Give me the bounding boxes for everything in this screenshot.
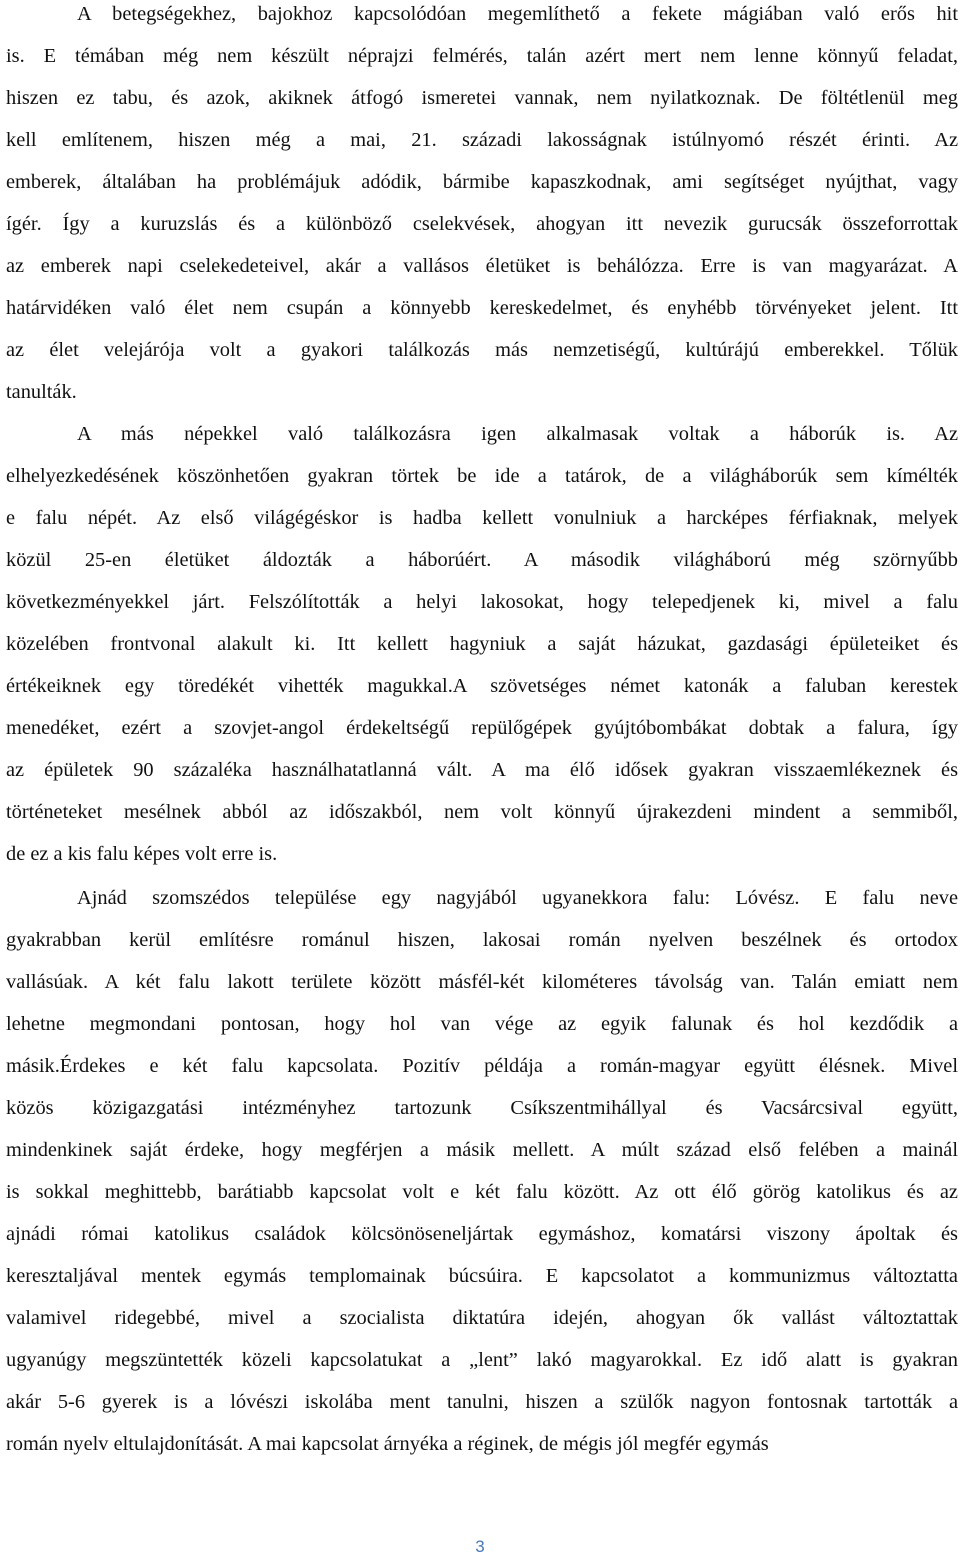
paragraph-1-line-6: ígér. Így a kuruzslás és a különböző cselekvések, ahogyan itt nevezik gurucsák összeforrottak <box>6 213 958 235</box>
paragraph-1-line-10: tanulták. <box>6 381 77 403</box>
paragraph-3-line-6: közös közigazgatási intézményhez tartozunk Csíkszentmihállyal és Vacsárcsival együtt, <box>6 1097 958 1119</box>
page-number: 3 <box>475 1537 485 1556</box>
paragraph-3-line-2: gyakrabban kerül említésre románul hiszen, lakosai román nyelven beszélnek és ortodox <box>6 929 958 951</box>
paragraph-2-line-9: az épületek 90 százaléka használhatatlanná vált. A ma élő idősek gyakran visszaemlékeznek és <box>6 759 958 781</box>
paragraph-1-line-2: is. E témában még nem készült néprajzi felmérés, talán azért mert nem lenne könnyű feladat, <box>6 45 958 67</box>
paragraph-3-line-4: lehetne megmondani pontosan, hogy hol van vége az egyik falunak és hol kezdődik a <box>6 1013 958 1035</box>
paragraph-3-line-12: ugyanúgy megszüntették közeli kapcsolatukat a „lent” lakó magyarokkal. Ez idő alatt is gyakran <box>6 1349 958 1371</box>
paragraph-3-line-11: valamivel ridegebbé, mivel a szocialista diktatúra idején, ahogyan ők vallást változtattak <box>6 1307 958 1329</box>
paragraph-1-line-9: az élet velejárója volt a gyakori találkozás más nemzetiségű, kultúrájú emberekkel. Tőlük <box>6 339 958 361</box>
paragraph-2-line-8: menedéket, ezért a szovjet-angol érdekeltségű repülőgépek gyújtóbombákat dobtak a falura, így <box>6 717 958 739</box>
paragraph-3-line-13: akár 5-6 gyerek is a lóvészi iskolába ment tanulni, hiszen a szülők nagyon fontosnak tartották a <box>6 1391 958 1413</box>
paragraph-2-line-10: történeteket mesélnek abból az időszakból, nem volt könnyű újrakezdeni mindent a semmiből, <box>6 801 958 823</box>
paragraph-3-line-3: vallásúak. A két falu lakott területe között másfél-két kilométeres távolság van. Talán emiatt nem <box>6 971 958 993</box>
paragraph-2-line-3: e falu népét. Az első világégéskor is hadba kellett vonulniuk a harcképes férfiaknak, melyek <box>6 507 958 529</box>
paragraph-1-line-1: A betegségekhez, bajokhoz kapcsolódóan megemlíthető a fekete mágiában való erős hit <box>77 3 958 25</box>
paragraph-3-line-7: mindenkinek saját érdeke, hogy megférjen a másik mellett. A múlt század első felében a mainál <box>6 1139 958 1161</box>
paragraph-2-line-4: közül 25-en életüket áldozták a háborúért. A második világháború még szörnyűbb <box>6 549 958 571</box>
paragraph-3-line-1: Ajnád szomszédos települése egy nagyjából ugyanekkora falu: Lóvész. E falu neve <box>77 887 958 909</box>
paragraph-3-line-5: másik.Érdekes e két falu kapcsolata. Pozitív példája a román-magyar együtt élésnek. Mivel <box>6 1055 958 1077</box>
paragraph-1-line-7: az emberek napi cselekedeteivel, akár a vallásos életüket is behálózza. Erre is van magyarázat. A <box>6 255 958 277</box>
paragraph-3-line-10: keresztaljával mentek egymás templomainak búcsúira. E kapcsolatot a kommunizmus változtatta <box>6 1265 958 1287</box>
paragraph-1-line-8: határvidéken való élet nem csupán a könnyebb kereskedelmet, és enyhébb törvényeket jelent. Itt <box>6 297 958 319</box>
paragraph-2-line-2: elhelyezkedésének köszönhetően gyakran törtek be ide a tatárok, de a világháborúk sem kímélték <box>6 465 958 487</box>
paragraph-3-line-9: ajnádi római katolikus családok kölcsönöseneljártak egymáshoz, komatársi viszony ápoltak és <box>6 1223 958 1245</box>
paragraph-2-line-11: de ez a kis falu képes volt erre is. <box>6 843 278 865</box>
paragraph-1-line-5: emberek, általában ha problémájuk adódik, bármibe kapaszkodnak, ami segítséget nyújthat, vagy <box>6 171 958 193</box>
paragraph-3-line-8: is sokkal meghittebb, barátiabb kapcsolat volt e két falu között. Az ott élő görög katolikus és az <box>6 1181 958 1203</box>
paragraph-1-line-3: hiszen ez tabu, és azok, akiknek átfogó ismeretei vannak, nem nyilatkoznak. De föltétlenül meg <box>6 87 958 109</box>
paragraph-3-line-14: román nyelv eltulajdonítását. A mai kapcsolat árnyéka a réginek, de mégis jól megfér egymás <box>6 1433 769 1455</box>
paragraph-2-line-5: következményekkel járt. Felszólították a helyi lakosokat, hogy telepedjenek ki, mivel a falu <box>6 591 958 613</box>
paragraph-2-line-1: A más népekkel való találkozásra igen alkalmasak voltak a háborúk is. Az <box>77 423 958 445</box>
paragraph-1-line-4: kell említenem, hiszen még a mai, 21. századi lakosságnak istúlnyomó részét érinti. Az <box>6 129 958 151</box>
paragraph-2-line-6: közelében frontvonal alakult ki. Itt kellett hagyniuk a saját házukat, gazdasági épületeiket és <box>6 633 958 655</box>
paragraph-2-line-7: értékeiknek egy töredékét vihették magukkal.A szövetséges német katonák a faluban kerestek <box>6 675 958 697</box>
